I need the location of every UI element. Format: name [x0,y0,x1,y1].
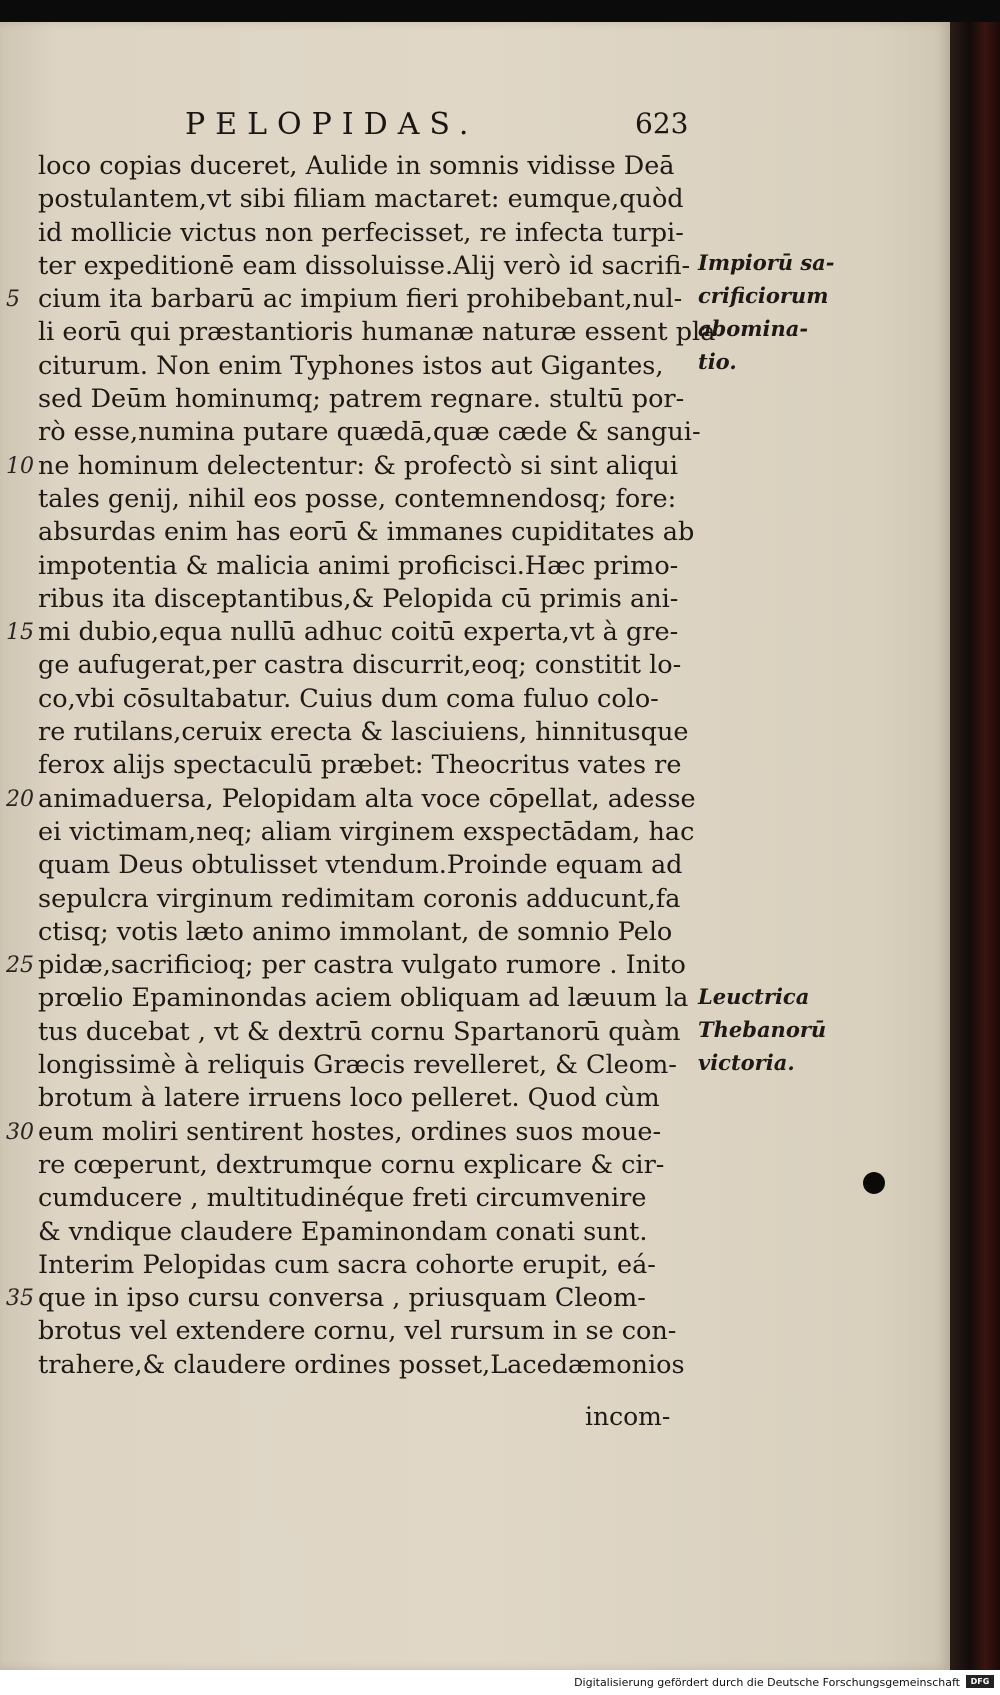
text-line: cumducere , multitudinéque freti circumvenire [38,1183,647,1214]
line-number: 25 [6,953,34,979]
text-line: longissimè à reliquis Græcis revelleret, & Cleom- [38,1050,677,1081]
marginal-note-line: victoria. [698,1050,795,1075]
text-line: & vndique claudere Epaminondam conati sunt. [38,1216,648,1247]
marginal-note-line: Thebanorū [698,1017,827,1042]
line-number: 5 [6,287,20,313]
text-line: quam Deus obtulisset vtendum.Proinde equam ad [38,850,683,881]
text-line: loco copias duceret, Aulide in somnis vidisse Deā [38,151,675,181]
text-line: citurum. Non enim Typhones istos aut Gigantes, [38,350,664,381]
catchword: incom- [585,1402,671,1431]
text-line: postulantem,vt sibi filiam mactaret: eumque,quòd [38,184,684,215]
text-line: Interim Pelopidas cum sacra cohorte erupit, eá- [38,1249,656,1280]
page-number: 623 [635,107,689,140]
text-line: ferox alijs spectaculū præbet: Theocritus vates re [38,750,682,781]
body-text [38,150,716,1382]
marginal-note-line: Leuctrica [698,984,810,1009]
text-line: prœlio Epaminondas aciem obliquam ad læuum la [38,983,689,1014]
line-number: 10 [6,453,34,479]
marginal-note-leuctra [698,980,827,1079]
marginal-note-sacrifice [698,246,835,378]
text-line: li eorū qui præstantioris humanæ naturæ essent pla [38,317,716,348]
text-line: re rutilans,ceruix erecta & lasciuiens, hinnitusque [38,717,689,748]
text-line: co,vbi cōsultabatur. Cuius dum coma fuluo colo- [38,683,659,714]
text-line: eum moliri sentirent hostes, ordines suos moue- [38,1116,662,1147]
text-line: ter expeditionē eam dissoluisse.Alij verò id sacrifi- [38,250,691,281]
footer-bar [0,1670,1000,1695]
line-number: 15 [6,620,34,646]
footer-credit: Digitalisierung gefördert durch die Deutsche Forschungsgemeinschaft [574,1676,960,1689]
text-line: ribus ita disceptantibus,& Pelopida cū primis ani- [38,583,679,614]
text-line: sed Deūm hominumq; patrem regnare. stultū por- [38,384,685,415]
text-line: pidæ,sacrificioq; per castra vulgato rumore . Inito [38,950,686,981]
marginal-note-line: Impiorū sa- [698,250,835,275]
text-line: rò esse,numina putare quædā,quæ cæde & sangui- [38,417,701,448]
line-number: 20 [6,786,34,812]
marginal-note-line: abomina- [698,316,809,341]
ink-spot [863,1172,885,1194]
text-line: re cœperunt, dextrumque cornu explicare & cir- [38,1149,665,1180]
marginal-note-line: tio. [698,349,737,374]
book-edge [950,22,1000,1670]
text-line: cium ita barbarū ac impium fieri prohibebant,nul- [38,284,683,315]
text-line: mi dubio,equa nullū adhuc coitū experta,vt à gre- [38,617,679,648]
dfg-logo: DFG [966,1675,994,1688]
text-line: tus ducebat , vt & dextrū cornu Spartanorū quàm [38,1016,681,1047]
text-line: impotentia & malicia animi proficisci.Hæc primo- [38,550,679,581]
text-line: id mollicie victus non perfecisset, re infecta turpi- [38,217,684,248]
line-number: 30 [6,1119,34,1145]
text-line: ei victimam,neq; aliam virginem exspectādam, hac [38,816,695,847]
text-line: ne hominum delectentur: & profectò si sint aliqui [38,450,679,481]
running-head-title: PELOPIDAS. [185,107,479,142]
text-line: sepulcra virginum redimitam coronis adducunt,fa [38,883,681,914]
text-line: tales genij, nihil eos posse, contemnendosq; fore: [38,483,677,514]
text-line: animaduersa, Pelopidam alta voce cōpellat, adesse [38,783,696,814]
text-line: brotus vel extendere cornu, vel rursum in se con- [38,1316,677,1347]
line-number: 35 [6,1286,34,1312]
text-line: ge aufugerat,per castra discurrit,eoq; constitit lo- [38,650,682,681]
text-line: trahere,& claudere ordines posset,Lacedæmonios [38,1349,685,1380]
text-line: brotum à latere irruens loco pelleret. Quod cùm [38,1083,660,1114]
text-line: absurdas enim has eorū & immanes cupiditates ab [38,517,695,548]
text-line: que in ipso cursu conversa , priusquam Cleom- [38,1283,646,1314]
text-line: ctisq; votis læto animo immolant, de somnio Pelo [38,916,673,947]
marginal-note-line: crificiorum [698,283,829,308]
book-page [0,22,950,1670]
